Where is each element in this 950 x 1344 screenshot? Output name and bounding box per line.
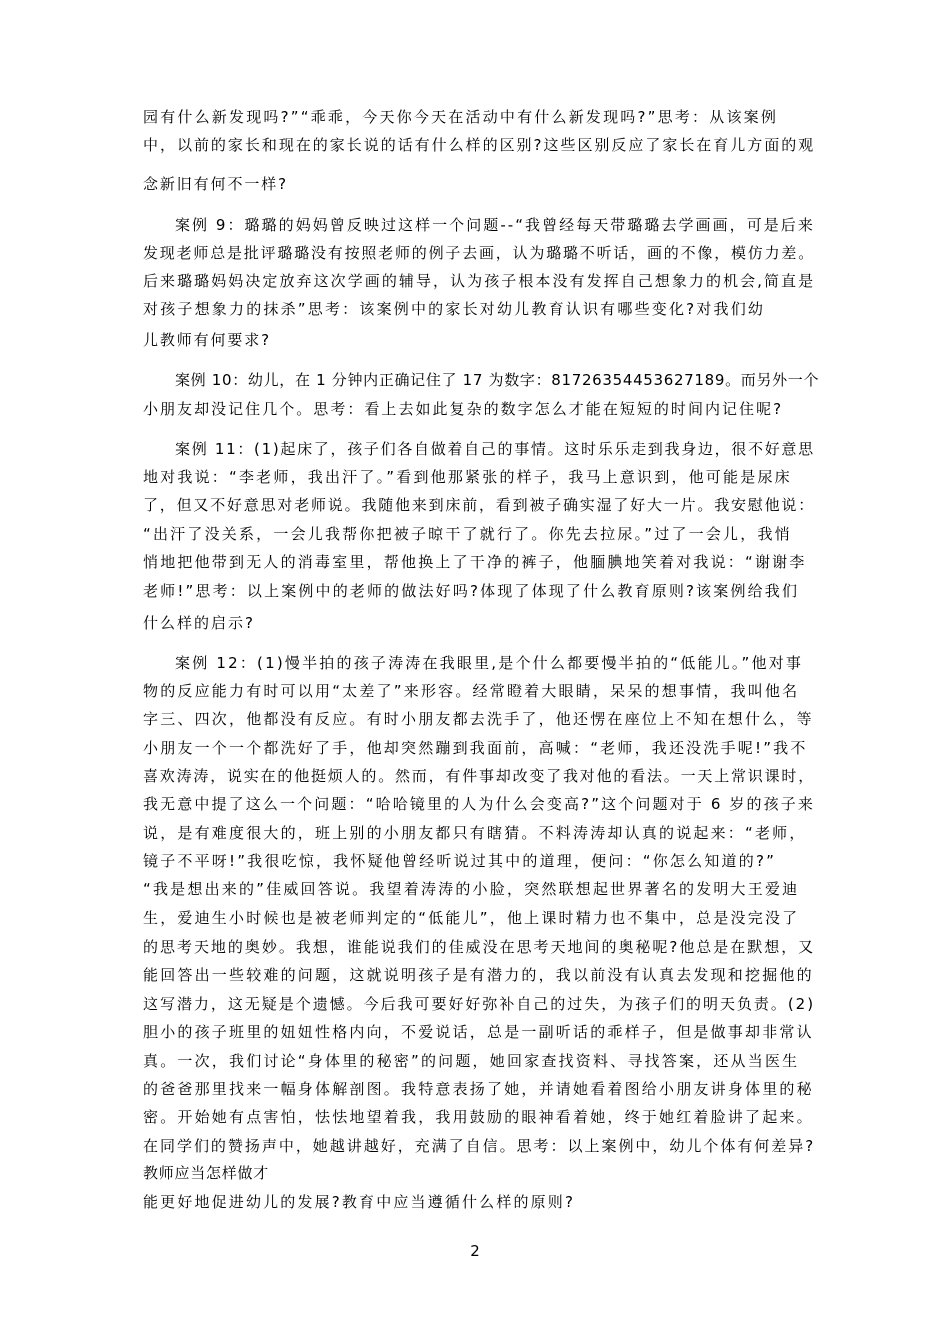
paragraph-5-line: 的爸爸那里找来一幅身体解剖图。我特意表扬了她，并请她看着图给小朋友讲身体里的秘 — [143, 1080, 814, 1098]
paragraph-2-line: 后来璐璐妈妈决定放弃这次学画的辅导，认为孩子根本没有发挥自己想象力的机会,简直是 — [143, 272, 816, 290]
page-number: 2 — [470, 1242, 480, 1260]
paragraph-4-line: 悄地把他带到无人的消毒室里，帮他换上了干净的裤子，他腼腆地笑着对我说：“谢谢李 — [143, 553, 807, 571]
paragraph-5-line: 的思考天地的奥妙。我想，谁能说我们的佳威没在思考天地间的奥秘呢?他总是在默想，又 — [143, 938, 816, 956]
paragraph-5-line: 能更好地促进幼儿的发展?教育中应当遵循什么样的原则? — [143, 1193, 576, 1211]
paragraph-3-line: 案例 10：幼儿，在 1 分钟内正确记住了 17 为数字：81726354453627189。而另外一个 — [175, 371, 820, 389]
paragraph-4-line: 地对我说：“李老师，我出汗了。”看到他那紧张的样子，我马上意识到，他可能是尿床 — [143, 468, 792, 486]
paragraph-5-line: 物的反应能力有时可以用“太差了”来形容。经常瞪着大眼睛，呆呆的想事情，我叫他名 — [143, 682, 800, 700]
paragraph-5-line: 这写潜力，这无疑是个遗憾。今后我可要好好弥补自己的过失，为孩子们的明天负责。(2) — [143, 995, 816, 1013]
paragraph-1-line: 中，以前的家长和现在的家长说的话有什么样的区别?这些区别反应了家长在育儿方面的观 — [143, 136, 816, 154]
paragraph-2-line: 对孩子想象力的抹杀”思考：该案例中的家长对幼儿教育认识有哪些变化?对我们幼 — [143, 300, 766, 318]
paragraph-4-line: 老师!”思考：以上案例中的老师的做法好吗?体现了体现了什么教育原则?该案例给我们 — [143, 582, 800, 600]
paragraph-5-line: 小朋友一个一个都洗好了手，他却突然蹦到我面前，高喊：“老师，我还没洗手呢!”我不 — [143, 739, 808, 757]
paragraph-1-line: 园有什么新发现吗?”“乖乖，今天你今天在活动中有什么新发现吗?”思考：从该案例 — [143, 108, 779, 126]
paragraph-5-line: 镜子不平呀!”我很吃惊，我怀疑他曾经听说过其中的道理，便问：“你怎么知道的?” — [143, 852, 777, 870]
paragraph-5-line: 我无意中提了这么一个问题：“哈哈镜里的人为什么会变高?”这个问题对于 6 岁的孩子来 — [143, 795, 816, 813]
paragraph-3-line: 小朋友却没记住几个。思考：看上去如此复杂的数字怎么才能在短短的时间内记住呢? — [143, 400, 784, 418]
paragraph-5-line: 胆小的孩子班里的妞妞性格内向，不爱说话，总是一副听话的乖样子，但是做事却非常认 — [143, 1023, 814, 1041]
paragraph-5-line: 生，爱迪生小时候也是被老师判定的“低能儿”，他上课时精力也不集中，总是没完没了 — [143, 909, 800, 927]
paragraph-5-line: 在同学们的赞扬声中，她越讲越好，充满了自信。思考：以上案例中，幼儿个体有何差异? — [143, 1137, 816, 1155]
paragraph-5-line: 真。一次，我们讨论“身体里的秘密”的问题，她回家查找资料、寻找答案，还从当医生 — [143, 1052, 800, 1070]
paragraph-4-line: “出汗了没关系，一会儿我帮你把被子晾干了就行了。你先去拉尿。”过了一会儿，我悄 — [143, 525, 792, 543]
paragraph-4-line: 什么样的启示? — [143, 614, 255, 632]
paragraph-1-line: 念新旧有何不一样? — [143, 175, 288, 193]
paragraph-2-line: 儿教师有何要求? — [143, 331, 272, 349]
paragraph-2-line: 发现老师总是批评璐璐没有按照老师的例子去画，认为璐璐不听话，画的不像，模仿力差。 — [143, 244, 816, 262]
paragraph-2-line: 案例 9：璐璐的妈妈曾反映过这样一个问题--“我曾经每天带璐璐去学画画，可是后来 — [175, 216, 815, 234]
paragraph-5-line: 说，是有难度很大的，班上别的小朋友都只有瞎猜。不料涛涛却认真的说起来：“老师， — [143, 824, 807, 842]
paragraph-5-line: 能回答出一些较难的问题，这就说明孩子是有潜力的，我以前没有认真去发现和挖掘他的 — [143, 966, 814, 984]
paragraph-5-line: 案例 12：(1)慢半拍的孩子涛涛在我眼里,是个什么都要慢半拍的“低能儿。”他对事 — [175, 654, 804, 672]
paragraph-5-line: 字三、四次，他都没有反应。有时小朋友都去洗手了，他还愣在座位上不知在想什么，等 — [143, 710, 814, 728]
paragraph-4-line: 案例 11：(1)起床了，孩子们各自做着自己的事情。这时乐乐走到我身边，很不好意思 — [175, 440, 815, 458]
paragraph-5-line: 密。开始她有点害怕，怯怯地望着我，我用鼓励的眼神看着她，终于她红着脸讲了起来。 — [143, 1108, 814, 1126]
paragraph-5-line: 教师应当怎样做才 — [143, 1164, 270, 1182]
paragraph-4-line: 了，但又不好意思对老师说。我随他来到床前，看到被子确实湿了好大一片。我安慰他说： — [143, 496, 816, 514]
paragraph-5-line: 喜欢涛涛，说实在的他挺烦人的。然而，有件事却改变了我对他的看法。一天上常识课时， — [143, 767, 816, 785]
paragraph-5-line: “我是想出来的”佳威回答说。我望着涛涛的小脸，突然联想起世界著名的发明大王爱迪 — [143, 880, 800, 898]
